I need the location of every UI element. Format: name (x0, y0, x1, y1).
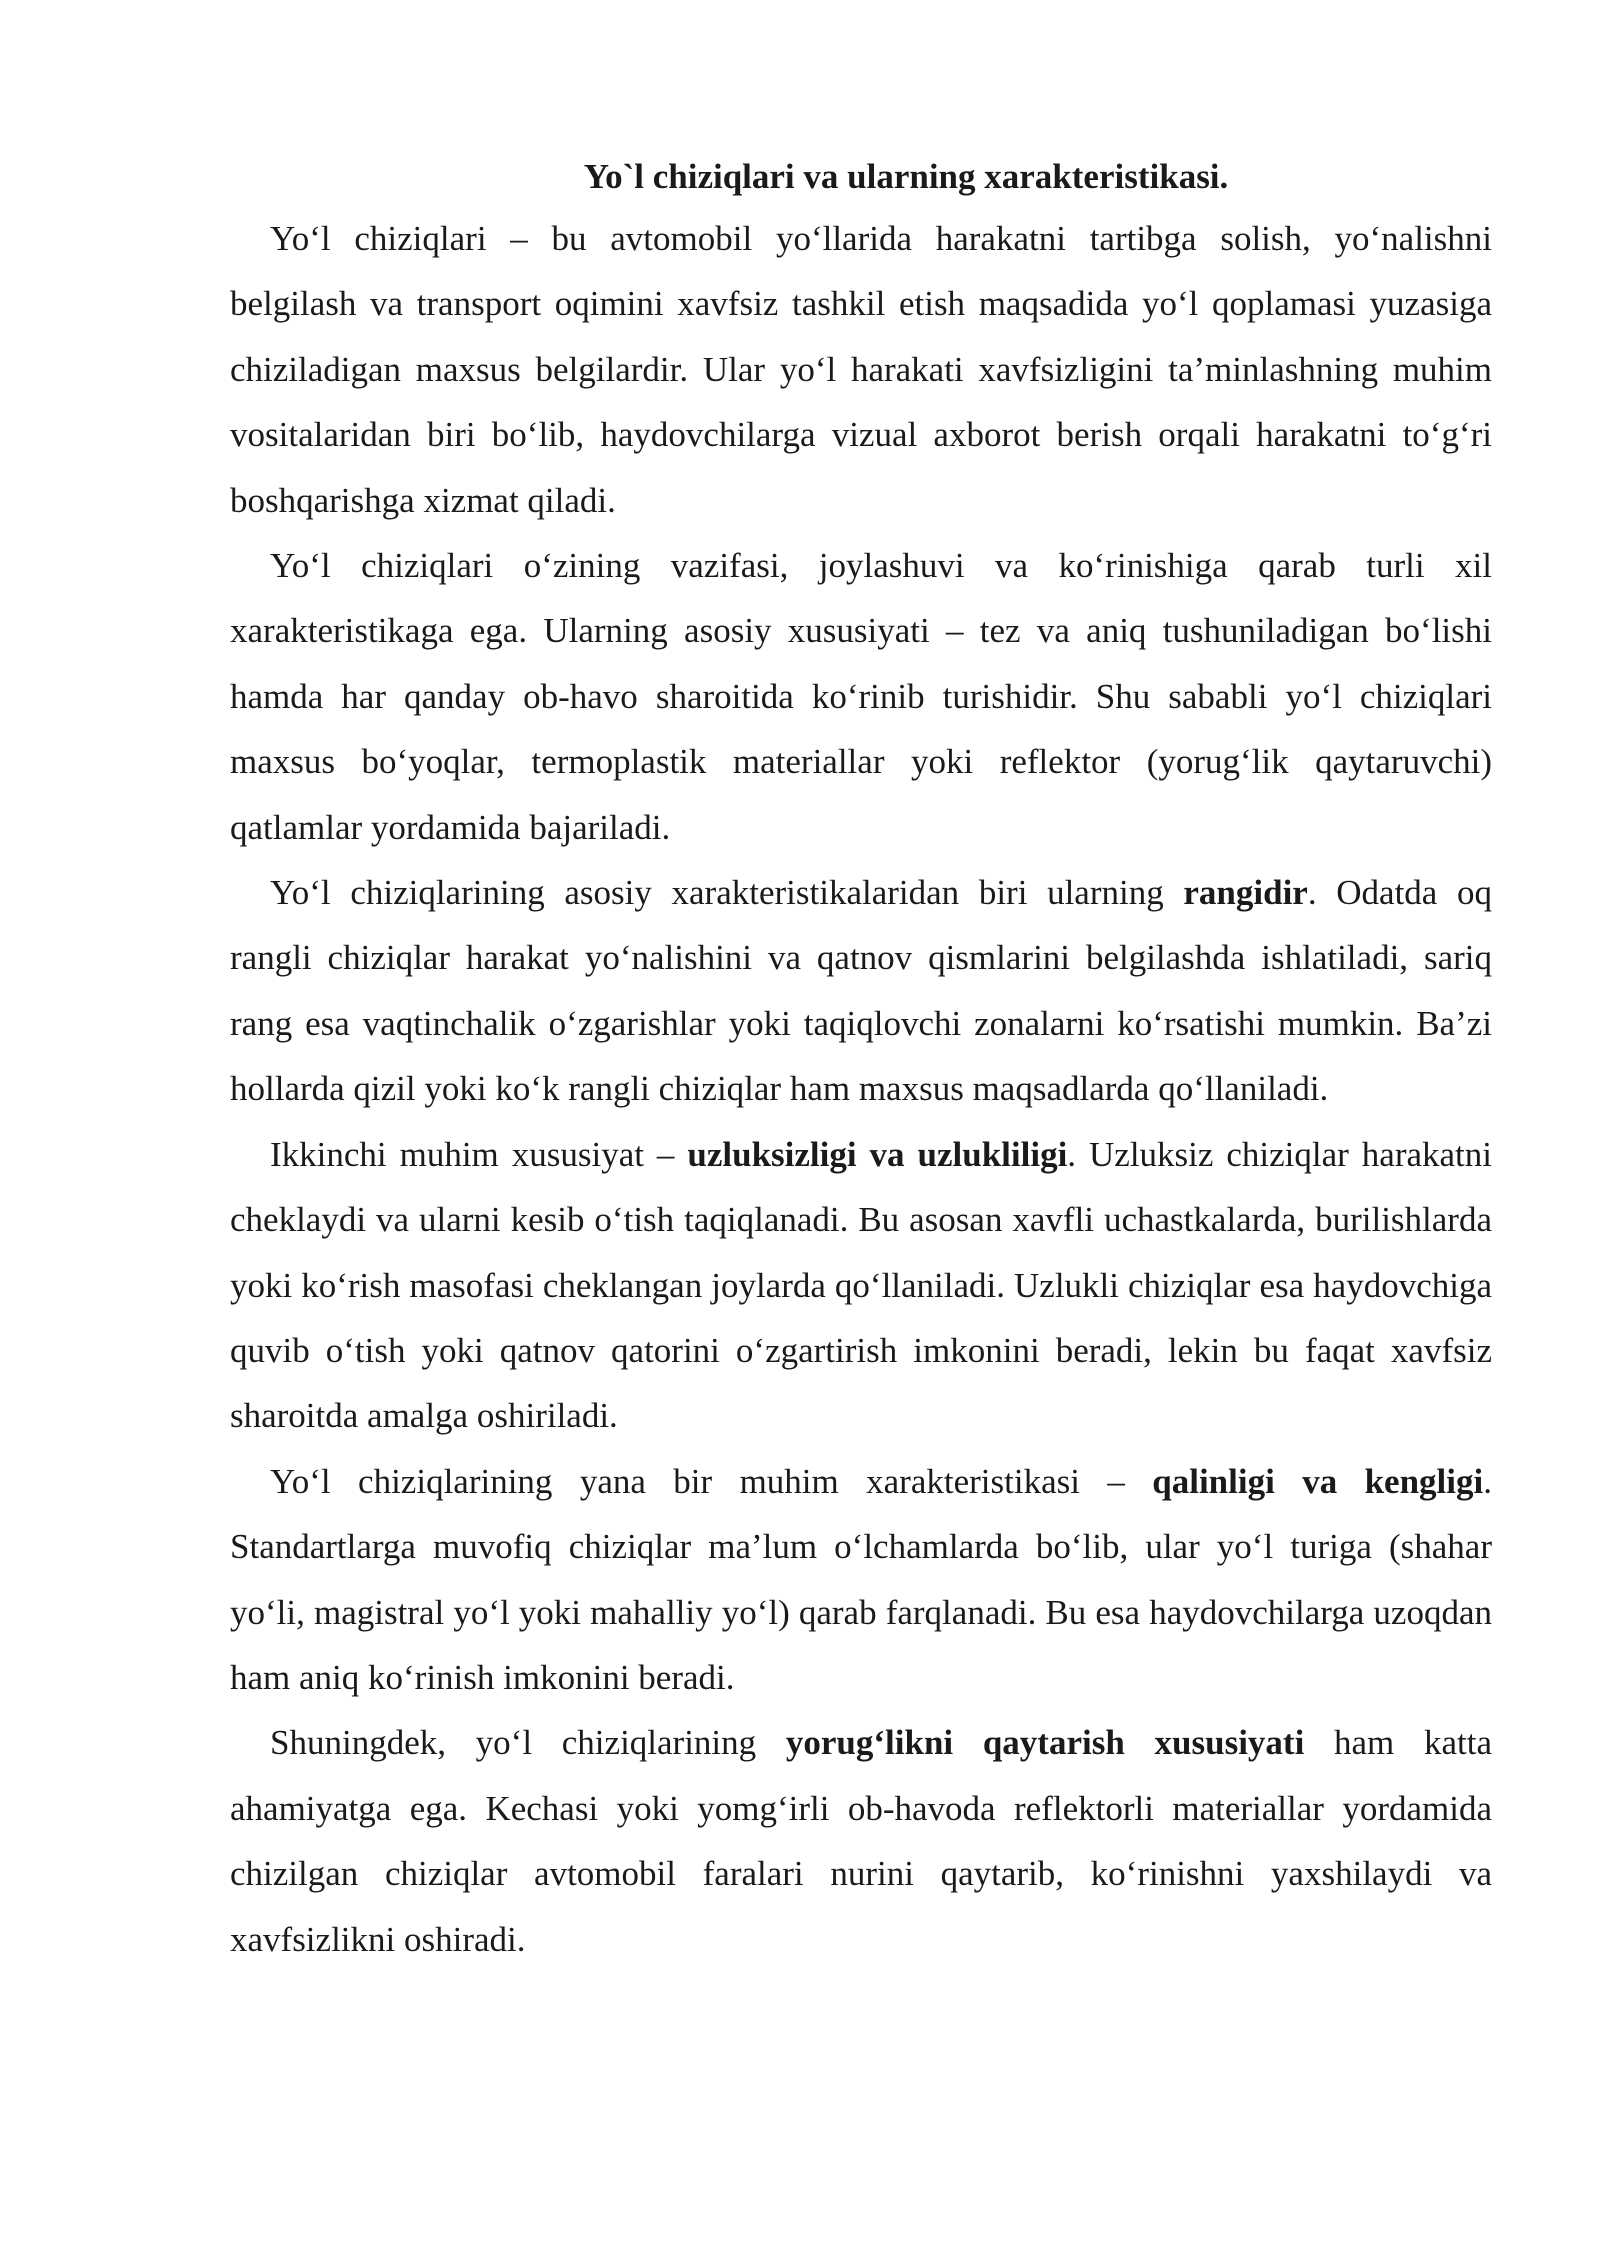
paragraph-text: Yo‘l chiziqlarining yana bir muhim xarakteristikasi – (270, 1461, 1153, 1501)
paragraph-5 (230, 1449, 1492, 1711)
paragraph-text: Yo‘l chiziqlarining asosiy xarakteristikalaridan biri ularning (270, 873, 1184, 913)
bold-term: yorug‘likni qaytarish xususiyati (785, 1723, 1305, 1763)
document-page (230, 148, 1492, 1972)
paragraph-text: . Standartlarga muvofiq chiziqlar ma’lum o‘lchamlarda bo‘lib, ular yo‘l turiga (shahar yo‘li, magistral yo‘l yoki mahalliy yo‘l) qarab farqlanadi. Bu esa haydovchilarga uzoqdan ham aniq ko‘rinish imkonini beradi. (230, 1461, 1492, 1697)
paragraph-3 (230, 860, 1492, 1122)
paragraph-text: Ikkinchi muhim xususiyat – (270, 1134, 688, 1174)
paragraph-6 (230, 1710, 1492, 1972)
bold-term: qalinligi va kengligi (1152, 1461, 1484, 1501)
bold-term: uzluksizligi va uzlukliligi (687, 1134, 1068, 1174)
paragraph-2 (230, 533, 1492, 860)
paragraph-1 (230, 206, 1492, 533)
document-title: Yo`l chiziqlari va ularning xarakteristikasi. (583, 157, 1229, 196)
paragraph-text: . Uzluksiz chiziqlar harakatni cheklaydi va ularni kesib o‘tish taqiqlanadi. Bu asosan xavfli uchastkalarda, burilishlarda yoki ko‘rish masofasi cheklangan joylarda qo‘llaniladi. Uzlukli chiziqlar esa haydovchiga quvib o‘tish yoki qatnov qatorini o‘zgartirish imkonini beradi, lekin bu faqat xavfsiz sharoitda amalga oshiriladi. (230, 1134, 1492, 1436)
paragraph-text: . Odatda oq rangli chiziqlar harakat yo‘nalishini va qatnov qismlarini belgilashda ishlatiladi, sariq rang esa vaqtinchalik o‘zgarishlar yoki taqiqlovchi zonalarni ko‘rsatishi mumkin. Ba’zi hollarda qizil yoki ko‘k rangli chiziqlar ham maxsus maqsadlarda qo‘llaniladi. (230, 873, 1492, 1109)
paragraph-text: Yo‘l chiziqlari – bu avtomobil yo‘llarida harakatni tartibga solish, yo‘nalishni belgilash va transport oqimini xavfsiz tashkil etish maqsadida yo‘l qoplamasi yuzasiga chiziladigan maxsus belgilardir. Ular yo‘l harakati xavfsizligini ta’minlashning muhim vositalaridan biri bo‘lib, haydovchilarga vizual axborot berish orqali harakatni to‘g‘ri boshqarishga xizmat qiladi. (230, 219, 1492, 520)
bold-term: rangidir (1183, 873, 1308, 913)
paragraph-text: Yo‘l chiziqlari o‘zining vazifasi, joylashuvi va ko‘rinishiga qarab turli xil xarakteristikaga ega. Ularning asosiy xususiyati – tez va aniq tushuniladigan bo‘lishi hamda har qanday ob-havo sharoitida ko‘rinib turishidir. Shu sababli yo‘l chiziqlari maxsus bo‘yoqlar, termoplastik materiallar yoki reflektor (yorug‘lik qaytaruvchi) qatlamlar yordamida bajariladi. (230, 546, 1492, 847)
paragraph-text: ham katta ahamiyatga ega. Kechasi yoki yomg‘irli ob-havoda reflektorli materiallar yordamida chizilgan chiziqlar avtomobil faralari nurini qaytarib, ko‘rinishni yaxshilaydi va xavfsizlikni oshiradi. (230, 1723, 1493, 1959)
paragraph-text: Shuningdek, yo‘l chiziqlarining (270, 1723, 786, 1763)
paragraph-4 (230, 1122, 1492, 1449)
